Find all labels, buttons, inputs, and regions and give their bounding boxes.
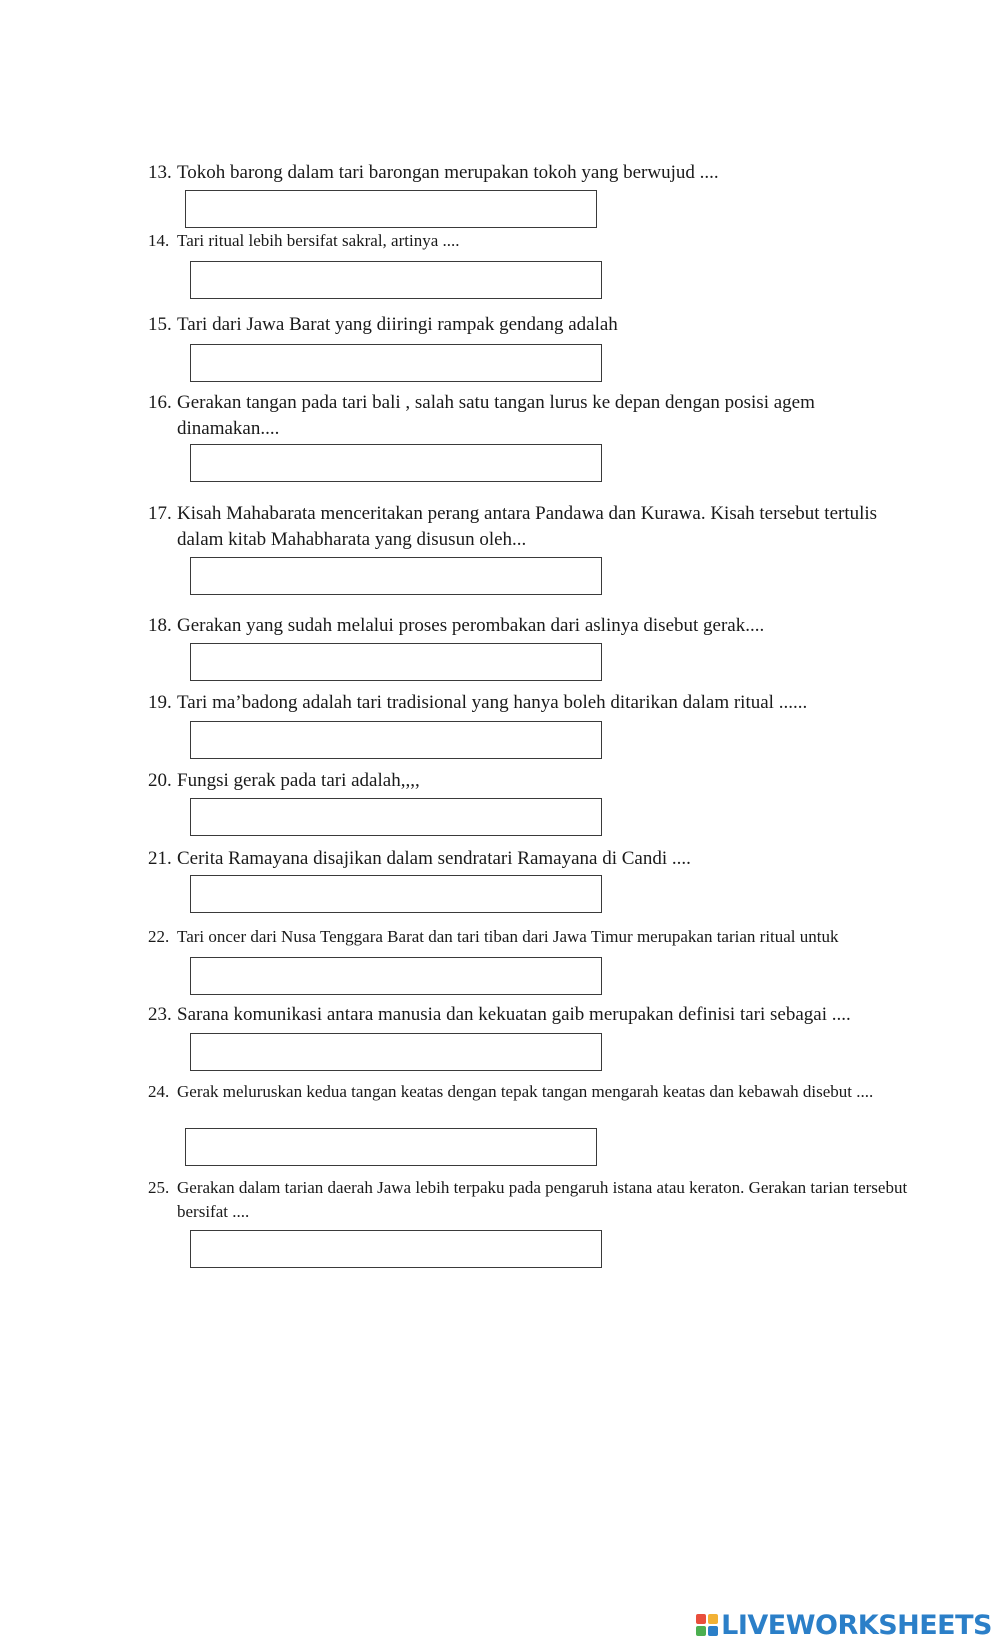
logo-square-green	[696, 1626, 706, 1636]
question-14	[148, 229, 908, 253]
question-text: Tari oncer dari Nusa Tenggara Barat dan tari tiban dari Jawa Timur merupakan tarian ritual untuk	[177, 927, 839, 946]
question-text: Fungsi gerak pada tari adalah,,,,	[177, 770, 420, 791]
question-24	[148, 1080, 908, 1104]
question-20	[148, 768, 908, 794]
question-text: Gerak meluruskan kedua tangan keatas dengan tepak tangan mengarah keatas dan kebawah disebut ....	[177, 1082, 874, 1101]
question-text: Tari dari Jawa Barat yang diiringi rampak gendang adalah	[177, 314, 618, 335]
answer-input-20[interactable]	[190, 798, 602, 836]
question-number: 21.	[148, 848, 172, 869]
answer-input-25[interactable]	[190, 1230, 602, 1268]
question-22	[148, 925, 908, 949]
question-21	[148, 846, 908, 872]
question-number: 24.	[148, 1082, 170, 1101]
question-number: 23.	[148, 1004, 172, 1025]
question-19	[148, 690, 908, 716]
liveworksheets-logo-icon	[696, 1614, 718, 1636]
question-25	[148, 1176, 908, 1224]
question-text: Sarana komunikasi antara manusia dan kekuatan gaib merupakan definisi tari sebagai ....	[177, 1004, 851, 1025]
question-text: Tari ritual lebih bersifat sakral, artinya ....	[177, 231, 460, 250]
question-17	[148, 501, 908, 553]
question-number: 22.	[148, 927, 170, 946]
question-number: 13.	[148, 162, 172, 183]
answer-input-14[interactable]	[190, 261, 602, 299]
logo-square-red	[696, 1614, 706, 1624]
question-text: Tari ma’badong adalah tari tradisional yang hanya boleh ditarikan dalam ritual ......	[177, 692, 808, 713]
question-text: Gerakan tangan pada tari bali , salah satu tangan lurus ke depan dengan posisi agem dinamakan....	[177, 392, 815, 439]
question-text: Gerakan dalam tarian daerah Jawa lebih terpaku pada pengaruh istana atau keraton. Gerakan tarian tersebut bersifat ....	[177, 1178, 908, 1221]
answer-input-17[interactable]	[190, 557, 602, 595]
question-number: 20.	[148, 770, 172, 791]
answer-input-18[interactable]	[190, 643, 602, 681]
question-13	[148, 160, 908, 186]
question-number: 17.	[148, 503, 172, 524]
question-number: 18.	[148, 615, 172, 636]
question-number: 25.	[148, 1178, 170, 1197]
answer-input-15[interactable]	[190, 344, 602, 382]
logo-square-blue	[708, 1626, 718, 1636]
question-number: 15.	[148, 314, 172, 335]
answer-input-23[interactable]	[190, 1033, 602, 1071]
brand-name: LIVEWORKSHEETS	[721, 1609, 992, 1641]
question-number: 19.	[148, 692, 172, 713]
question-text: Tokoh barong dalam tari barongan merupakan tokoh yang berwujud ....	[177, 162, 719, 183]
question-text: Cerita Ramayana disajikan dalam sendratari Ramayana di Candi ....	[177, 848, 691, 869]
answer-input-24[interactable]	[185, 1128, 597, 1166]
answer-input-21[interactable]	[190, 875, 602, 913]
question-text: Kisah Mahabarata menceritakan perang antara Pandawa dan Kurawa. Kisah tersebut tertulis dalam kitab Mahabharata yang disusun oleh...	[177, 503, 878, 550]
question-18	[148, 613, 908, 639]
question-15	[148, 312, 908, 338]
answer-input-19[interactable]	[190, 721, 602, 759]
answer-input-22[interactable]	[190, 957, 602, 995]
answer-input-16[interactable]	[190, 444, 602, 482]
question-23	[148, 1002, 908, 1028]
question-text: Gerakan yang sudah melalui proses perombakan dari aslinya disebut gerak....	[177, 615, 765, 636]
liveworksheets-brand	[696, 1608, 992, 1642]
question-number: 16.	[148, 392, 172, 413]
question-number: 14.	[148, 231, 170, 250]
answer-input-13[interactable]	[185, 190, 597, 228]
logo-square-yellow	[708, 1614, 718, 1624]
question-16	[148, 390, 908, 442]
